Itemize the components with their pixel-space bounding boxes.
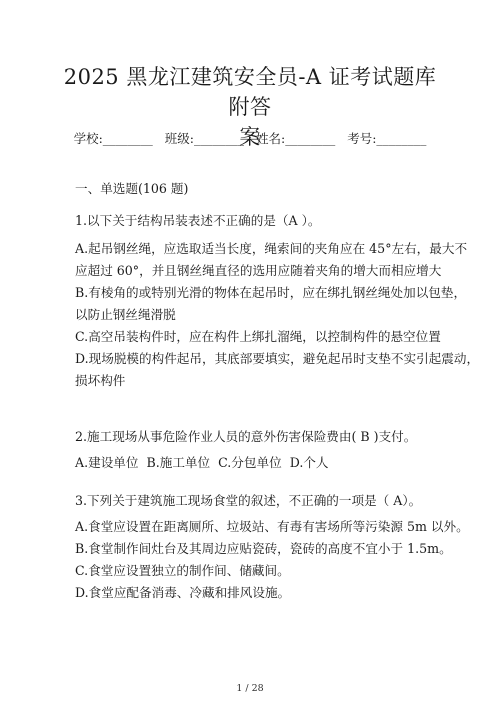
- question-1: [75, 210, 480, 392]
- exam-number-field: 考号:________: [347, 131, 427, 146]
- question-2: [75, 426, 440, 474]
- option-d: D.食堂应配备消毒、冷藏和排风设施。: [75, 585, 291, 600]
- question-stem: 1.以下关于结构吊装表述不正确的是（A ）。: [75, 213, 321, 228]
- section-heading: 一、单选题(106 题): [75, 181, 189, 196]
- option-a-cont: 应超过 60°，并且钢丝绳直径的选用应随着夹角的增大而相应增大: [75, 263, 442, 278]
- option-b-cont: 以防止钢丝绳滑脱: [75, 307, 176, 322]
- option-c: C.食堂应设置独立的制作间、储藏间。: [75, 563, 290, 578]
- name-field: 姓名:________: [255, 131, 336, 146]
- option-b: B.有棱角的或特别光滑的物体在起吊时，应在绑扎钢丝绳处加以包垫，: [75, 285, 467, 300]
- option-a: A.起吊钢丝绳，应选取适当长度，绳索间的夹角应在 45°左右，最大不: [75, 241, 468, 256]
- school-field: 学校:________: [73, 131, 153, 146]
- document-body: [75, 178, 480, 604]
- option-d: D.现场脱模的构件起吊，其底部要填实，避免起吊时支垫不实引起震动，: [75, 351, 480, 366]
- title-line-2: 案: [239, 125, 261, 149]
- student-info-row: [0, 130, 500, 148]
- option-a: A.食堂应设置在距离厕所、垃圾站、有毒有害场所等污染源 5m 以外。: [75, 519, 469, 534]
- question-stem: 3.下列关于建筑施工现场食堂的叙述，不正确的一项是（ A）。: [75, 493, 422, 508]
- class-field: 班级:________: [164, 131, 244, 146]
- option-b: B.食堂制作间灶台及其周边应贴瓷砖，瓷砖的高度不宜小于 1.5m。: [75, 541, 452, 556]
- option-c: C.高空吊装构件时，应在构件上绑扎溜绳，以控制构件的悬空位置: [75, 329, 441, 344]
- question-options: A.建设单位 B.施工单位 C.分包单位 D.个人: [75, 455, 329, 470]
- question-stem: 2.施工现场从事危险作业人员的意外伤害保险费由( B )支付。: [75, 429, 417, 444]
- option-d-cont: 损坏构件: [75, 373, 126, 388]
- page-number: 1 / 28: [236, 683, 264, 694]
- title-line-1: 2025 黑龙江建筑安全员-A 证考试题库附答: [63, 65, 437, 119]
- question-3: [75, 490, 469, 604]
